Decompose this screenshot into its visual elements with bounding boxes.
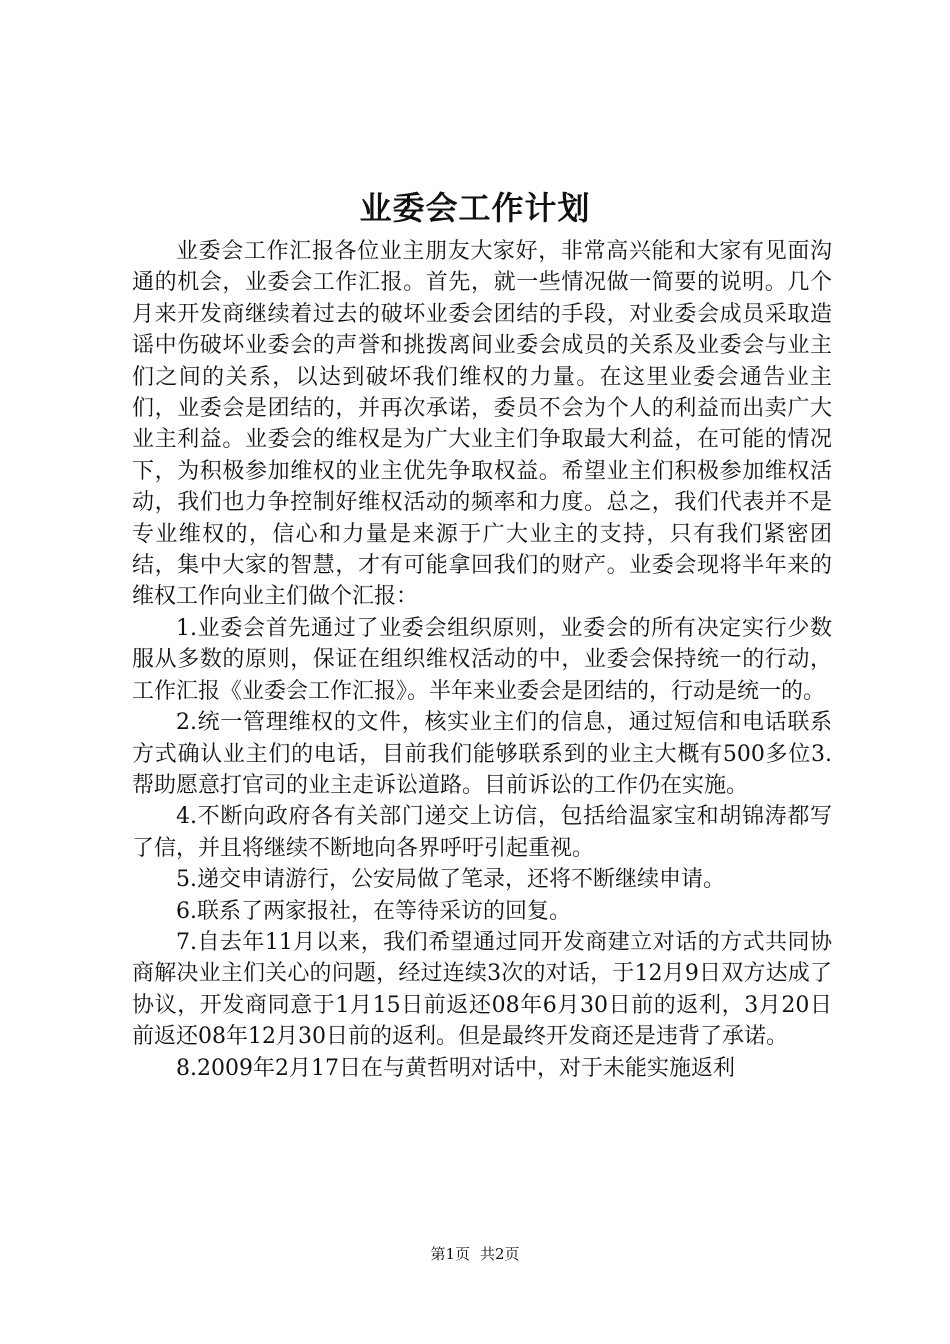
document-body: [132, 236, 832, 1084]
paragraph-intro: 业委会工作汇报各位业主朋友大家好，非常高兴能和大家有见面沟通的机会，业委会工作汇报。首先，就一些情况做一简要的说明。几个月来开发商继续着过去的破坏业委会团结的手段，对业委会成员采取造谣中伤破坏业委会的声誉和挑拨离间业委会成员的关系及业委会与业主们之间的关系，以达到破坏我们维权的力量。在这里业委会通告业主们，业委会是团结的，并再次承诺，委员不会为个人的利益而出卖广大业主利益。业委会的维权是为广大业主们争取最大利益，在可能的情况下，为积极参加维权的业主优先争取权益。希望业主们积极参加维权活动，我们也力争控制好维权活动的频率和力度。总之，我们代表并不是专业维权的，信心和力量是来源于广大业主的支持，只有我们紧密团结，集中大家的智慧，才有可能拿回我们的财产。业委会现将半年来的维权工作向业主们做个汇报：: [132, 239, 832, 610]
paragraph-item-5: 5.递交申请游行，公安局做了笔录，还将不断继续申请。: [176, 867, 725, 893]
page-footer: [0, 1244, 950, 1264]
page-total: 共2页: [480, 1245, 520, 1263]
paragraph-item-2-3: 2.统一管理维权的文件，核实业主们的信息，通过短信和电话联系方式确认业主们的电话，目前我们能够联系到的业主大概有500多位3.帮助愿意打官司的业主走诉讼道路。目前诉讼的工作仍在实施。: [132, 710, 832, 798]
paragraph-item-7: 7.自去年11月以来，我们希望通过同开发商建立对话的方式共同协商解决业主们关心的问题，经过连续3次的对话，于12月9日双方达成了协议，开发商同意于1月15日前返还08年6月30日前的返利，3月20日前返还08年12月30日前的返利。但是最终开发商还是违背了承诺。: [132, 929, 832, 1050]
paragraph-item-4: 4.不断向政府各有关部门递交上访信，包括给温家宝和胡锦涛都写了信，并且将继续不断地向各界呼吁引起重视。: [132, 804, 832, 861]
document-title: 业委会工作计划: [359, 189, 591, 227]
page-number: 第1页: [430, 1245, 470, 1263]
paragraph-item-6: 6.联系了两家报社，在等待采访的回复。: [176, 898, 571, 924]
paragraph-item-1: 1.业委会首先通过了业委会组织原则，业委会的所有决定实行少数服从多数的原则，保证在组织维权活动的中，业委会保持统一的行动，工作汇报《业委会工作汇报》。半年来业委会是团结的，行动是统一的。: [132, 615, 832, 704]
paragraph-item-8: 8.2009年2月17日在与黄哲明对话中，对于未能实施返利: [176, 1055, 735, 1081]
